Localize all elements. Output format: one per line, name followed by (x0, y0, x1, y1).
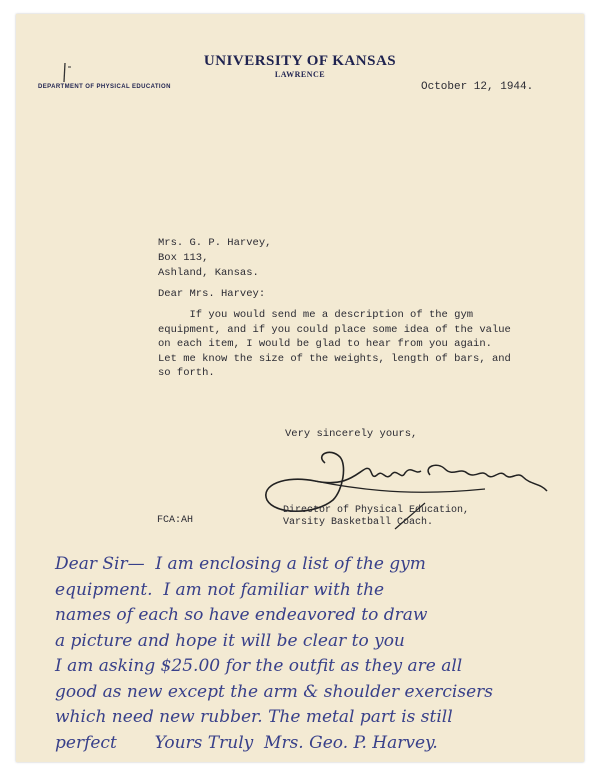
recipient-address (158, 236, 271, 281)
letterhead-department: DEPARTMENT OF PHYSICAL EDUCATION (38, 84, 171, 90)
reply-line: perfect Yours Truly Mrs. Geo. P. Harvey. (55, 732, 438, 753)
recipient-box: Box 113, (158, 252, 209, 264)
body-line: equipment, and if you could place some idea of the value (158, 323, 511, 336)
reply-line: which need new rubber. The metal part is still (55, 707, 453, 727)
signature-title-line: Director of Physical Education, (283, 505, 470, 516)
reply-line: I am asking $25.00 for the outfit as they are all (55, 656, 463, 676)
signature-title-line: Varsity Basketball Coach. (283, 517, 434, 528)
recipient-name: Mrs. G. P. Harvey, (158, 237, 272, 249)
reply-line: equipment. I am not familiar with the (55, 579, 385, 600)
letterhead-city: LAWRENCE (274, 70, 326, 79)
letterhead-university: UNIVERSITY OF KANSAS (203, 53, 397, 69)
reply-line: a picture and hope it will be clear to you (55, 630, 405, 651)
closing: Very sincerely yours, (285, 428, 418, 440)
letter-date: October 12, 1944. (421, 81, 534, 93)
reply-line: good as new except the arm & shoulder exercisers (55, 681, 493, 702)
reply-line: Dear Sir— I am enclosing a list of the gym (55, 554, 426, 574)
body-line: Let me know the size of the weights, length of bars, and (158, 352, 511, 365)
body-line: on each item, I would be glad to hear from you again. (158, 338, 492, 350)
salutation: Dear Mrs. Harvey: (158, 288, 266, 300)
recipient-city: Ashland, Kansas. (158, 267, 259, 279)
body-line: If you would send me a description of the gym (158, 309, 474, 321)
letter-body (158, 308, 511, 381)
reply-line: names of each so have endeavored to draw (55, 605, 428, 625)
signature-title (283, 505, 469, 529)
handwritten-reply (55, 552, 595, 756)
typist-initials: FCA:AH (157, 515, 194, 526)
body-line: so forth. (158, 367, 215, 379)
